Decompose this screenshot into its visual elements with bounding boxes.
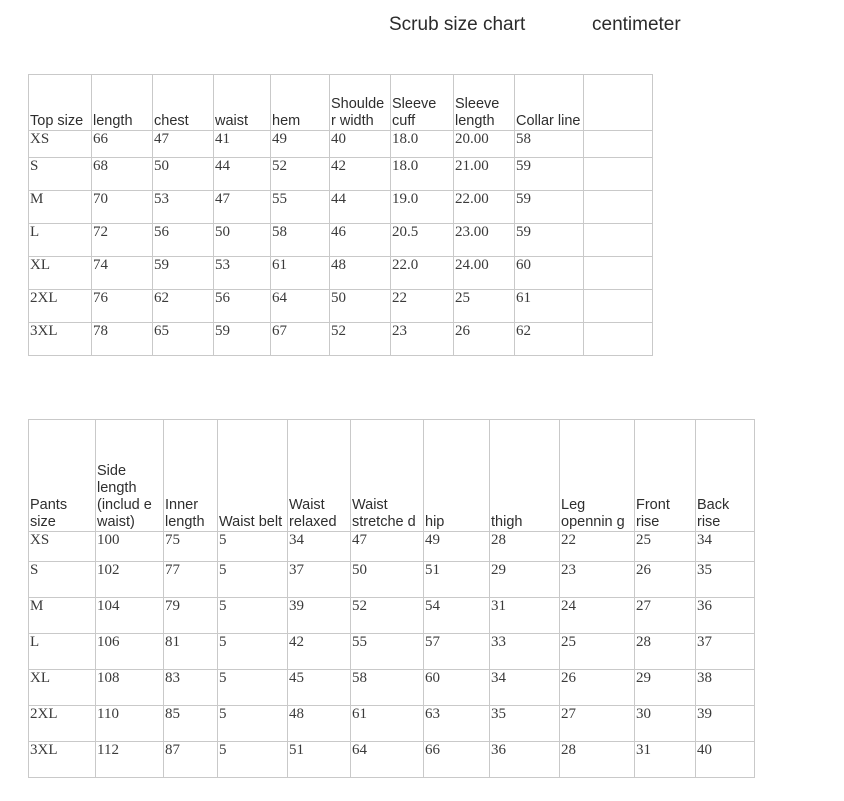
table-cell: 104 bbox=[96, 598, 164, 634]
table-cell: 30 bbox=[635, 706, 696, 742]
size-label: XS bbox=[29, 131, 92, 158]
table-cell: 25 bbox=[560, 634, 635, 670]
table-cell: 61 bbox=[351, 706, 424, 742]
table-cell: 5 bbox=[218, 562, 288, 598]
table-cell: 59 bbox=[515, 191, 584, 224]
table-cell: 38 bbox=[696, 670, 755, 706]
table-cell: 70 bbox=[92, 191, 153, 224]
column-header: hem bbox=[271, 75, 330, 131]
column-header: Waist stretche d bbox=[351, 420, 424, 532]
column-header: Inner length bbox=[164, 420, 218, 532]
table-cell: 57 bbox=[424, 634, 490, 670]
table-cell: 28 bbox=[635, 634, 696, 670]
size-label: 2XL bbox=[29, 706, 96, 742]
table-cell: 28 bbox=[490, 532, 560, 562]
table-cell: 112 bbox=[96, 742, 164, 778]
table-cell: 55 bbox=[351, 634, 424, 670]
table-cell: 68 bbox=[92, 158, 153, 191]
table-cell: 18.0 bbox=[391, 131, 454, 158]
size-label: XL bbox=[29, 670, 96, 706]
table-cell: 22 bbox=[560, 532, 635, 562]
table-cell: 29 bbox=[635, 670, 696, 706]
table-cell: 34 bbox=[490, 670, 560, 706]
table-cell: 59 bbox=[153, 257, 214, 290]
size-label: L bbox=[29, 634, 96, 670]
table-cell: 106 bbox=[96, 634, 164, 670]
table-cell: 76 bbox=[92, 290, 153, 323]
table-cell: 67 bbox=[271, 323, 330, 356]
table-cell: 18.0 bbox=[391, 158, 454, 191]
table-cell: 34 bbox=[696, 532, 755, 562]
size-label: 3XL bbox=[29, 742, 96, 778]
table-cell bbox=[584, 191, 653, 224]
column-header: Waist belt bbox=[218, 420, 288, 532]
table-cell: 40 bbox=[696, 742, 755, 778]
table-cell: 5 bbox=[218, 532, 288, 562]
table-cell: 35 bbox=[490, 706, 560, 742]
table-cell: 59 bbox=[214, 323, 271, 356]
table-cell: 60 bbox=[424, 670, 490, 706]
table-row bbox=[29, 290, 653, 323]
table-cell: 27 bbox=[635, 598, 696, 634]
size-label: S bbox=[29, 158, 92, 191]
table-cell: 108 bbox=[96, 670, 164, 706]
table-cell: 37 bbox=[696, 634, 755, 670]
table-cell: 100 bbox=[96, 532, 164, 562]
top-size-table bbox=[28, 74, 653, 356]
column-header: Waist relaxed bbox=[288, 420, 351, 532]
table-cell: 63 bbox=[424, 706, 490, 742]
table-cell: 64 bbox=[271, 290, 330, 323]
table-cell: 52 bbox=[351, 598, 424, 634]
table-cell: 27 bbox=[560, 706, 635, 742]
table-cell: 45 bbox=[288, 670, 351, 706]
column-header: length bbox=[92, 75, 153, 131]
table-cell: 44 bbox=[214, 158, 271, 191]
table-cell: 75 bbox=[164, 532, 218, 562]
table-cell: 77 bbox=[164, 562, 218, 598]
column-header: Sleeve length bbox=[454, 75, 515, 131]
table-row bbox=[29, 131, 653, 158]
table-cell: 47 bbox=[153, 131, 214, 158]
size-label: S bbox=[29, 562, 96, 598]
table-cell: 23 bbox=[391, 323, 454, 356]
table-cell: 64 bbox=[351, 742, 424, 778]
table-header-row bbox=[29, 75, 653, 131]
table-row bbox=[29, 598, 755, 634]
table-cell: 5 bbox=[218, 598, 288, 634]
size-label: L bbox=[29, 224, 92, 257]
table-cell: 51 bbox=[288, 742, 351, 778]
table-cell: 56 bbox=[214, 290, 271, 323]
table-cell: 25 bbox=[454, 290, 515, 323]
table-cell: 5 bbox=[218, 670, 288, 706]
table-cell: 44 bbox=[330, 191, 391, 224]
table-cell: 22 bbox=[391, 290, 454, 323]
table-cell: 48 bbox=[288, 706, 351, 742]
table-cell: 54 bbox=[424, 598, 490, 634]
table-cell bbox=[584, 257, 653, 290]
table-cell: 20.5 bbox=[391, 224, 454, 257]
table-row bbox=[29, 634, 755, 670]
table-cell: 50 bbox=[214, 224, 271, 257]
table-cell: 28 bbox=[560, 742, 635, 778]
table-cell: 24.00 bbox=[454, 257, 515, 290]
table-cell: 31 bbox=[490, 598, 560, 634]
table-cell: 58 bbox=[271, 224, 330, 257]
column-header: Shoulde r width bbox=[330, 75, 391, 131]
table-cell: 21.00 bbox=[454, 158, 515, 191]
table-cell: 87 bbox=[164, 742, 218, 778]
table-cell bbox=[584, 323, 653, 356]
table-cell: 31 bbox=[635, 742, 696, 778]
table-cell: 23.00 bbox=[454, 224, 515, 257]
table-row bbox=[29, 224, 653, 257]
table-cell: 83 bbox=[164, 670, 218, 706]
table-cell: 42 bbox=[288, 634, 351, 670]
table-cell: 20.00 bbox=[454, 131, 515, 158]
table-cell: 66 bbox=[424, 742, 490, 778]
table-cell: 5 bbox=[218, 742, 288, 778]
column-header: thigh bbox=[490, 420, 560, 532]
table-cell: 72 bbox=[92, 224, 153, 257]
table-cell: 79 bbox=[164, 598, 218, 634]
table-cell: 52 bbox=[330, 323, 391, 356]
table-cell: 39 bbox=[696, 706, 755, 742]
table-cell: 29 bbox=[490, 562, 560, 598]
table-row bbox=[29, 532, 755, 562]
table-cell: 53 bbox=[214, 257, 271, 290]
table-cell: 39 bbox=[288, 598, 351, 634]
table-cell: 33 bbox=[490, 634, 560, 670]
table-cell: 60 bbox=[515, 257, 584, 290]
table-cell: 19.0 bbox=[391, 191, 454, 224]
column-header: Side length (includ e waist) bbox=[96, 420, 164, 532]
table-cell: 34 bbox=[288, 532, 351, 562]
table-cell: 50 bbox=[153, 158, 214, 191]
table-cell: 49 bbox=[271, 131, 330, 158]
table-row bbox=[29, 191, 653, 224]
table-header-row bbox=[29, 420, 755, 532]
table-cell: 42 bbox=[330, 158, 391, 191]
table-cell: 37 bbox=[288, 562, 351, 598]
table-cell: 26 bbox=[560, 670, 635, 706]
table-cell: 26 bbox=[635, 562, 696, 598]
column-header: Collar line bbox=[515, 75, 584, 131]
table-row bbox=[29, 742, 755, 778]
table-cell: 35 bbox=[696, 562, 755, 598]
table-cell bbox=[584, 290, 653, 323]
column-header: Back rise bbox=[696, 420, 755, 532]
table-row bbox=[29, 562, 755, 598]
table-cell: 61 bbox=[515, 290, 584, 323]
table-cell: 74 bbox=[92, 257, 153, 290]
table-cell: 58 bbox=[351, 670, 424, 706]
column-header: hip bbox=[424, 420, 490, 532]
column-header: Pants size bbox=[29, 420, 96, 532]
table-cell: 102 bbox=[96, 562, 164, 598]
table-cell: 40 bbox=[330, 131, 391, 158]
page-title: Scrub size chart bbox=[389, 14, 526, 35]
table-cell: 51 bbox=[424, 562, 490, 598]
table-row bbox=[29, 323, 653, 356]
column-header: Sleeve cuff bbox=[391, 75, 454, 131]
table-cell: 55 bbox=[271, 191, 330, 224]
column-header: chest bbox=[153, 75, 214, 131]
table-cell: 26 bbox=[454, 323, 515, 356]
table-cell: 58 bbox=[515, 131, 584, 158]
size-label: M bbox=[29, 598, 96, 634]
table-cell: 66 bbox=[92, 131, 153, 158]
table-cell: 59 bbox=[515, 224, 584, 257]
size-label: 2XL bbox=[29, 290, 92, 323]
table-cell: 59 bbox=[515, 158, 584, 191]
table-cell bbox=[584, 131, 653, 158]
table-cell: 52 bbox=[271, 158, 330, 191]
pants-size-table bbox=[28, 419, 755, 778]
table-cell: 5 bbox=[218, 706, 288, 742]
table-cell: 5 bbox=[218, 634, 288, 670]
column-header: Leg opennin g bbox=[560, 420, 635, 532]
table-cell: 50 bbox=[351, 562, 424, 598]
size-label: XS bbox=[29, 532, 96, 562]
table-cell: 22.0 bbox=[391, 257, 454, 290]
table-cell: 65 bbox=[153, 323, 214, 356]
table-row bbox=[29, 158, 653, 191]
table-row bbox=[29, 257, 653, 290]
table-cell: 47 bbox=[351, 532, 424, 562]
table-cell: 85 bbox=[164, 706, 218, 742]
table-cell: 24 bbox=[560, 598, 635, 634]
table-cell: 56 bbox=[153, 224, 214, 257]
table-cell bbox=[584, 158, 653, 191]
table-cell: 36 bbox=[696, 598, 755, 634]
table-cell: 41 bbox=[214, 131, 271, 158]
table-cell: 50 bbox=[330, 290, 391, 323]
size-label: XL bbox=[29, 257, 92, 290]
table-cell: 61 bbox=[271, 257, 330, 290]
table-cell bbox=[584, 224, 653, 257]
table-cell: 62 bbox=[515, 323, 584, 356]
table-cell: 25 bbox=[635, 532, 696, 562]
table-cell: 36 bbox=[490, 742, 560, 778]
table-cell: 78 bbox=[92, 323, 153, 356]
column-header: Front rise bbox=[635, 420, 696, 532]
table-row bbox=[29, 706, 755, 742]
table-cell: 22.00 bbox=[454, 191, 515, 224]
size-label: M bbox=[29, 191, 92, 224]
table-cell: 47 bbox=[214, 191, 271, 224]
table-cell: 62 bbox=[153, 290, 214, 323]
column-header: waist bbox=[214, 75, 271, 131]
table-cell: 49 bbox=[424, 532, 490, 562]
table-cell: 53 bbox=[153, 191, 214, 224]
table-row bbox=[29, 670, 755, 706]
table-cell: 110 bbox=[96, 706, 164, 742]
table-cell: 48 bbox=[330, 257, 391, 290]
table-cell: 46 bbox=[330, 224, 391, 257]
unit-label: centimeter bbox=[592, 14, 681, 35]
table-cell: 81 bbox=[164, 634, 218, 670]
size-label: 3XL bbox=[29, 323, 92, 356]
column-header bbox=[584, 75, 653, 131]
column-header: Top size bbox=[29, 75, 92, 131]
table-cell: 23 bbox=[560, 562, 635, 598]
